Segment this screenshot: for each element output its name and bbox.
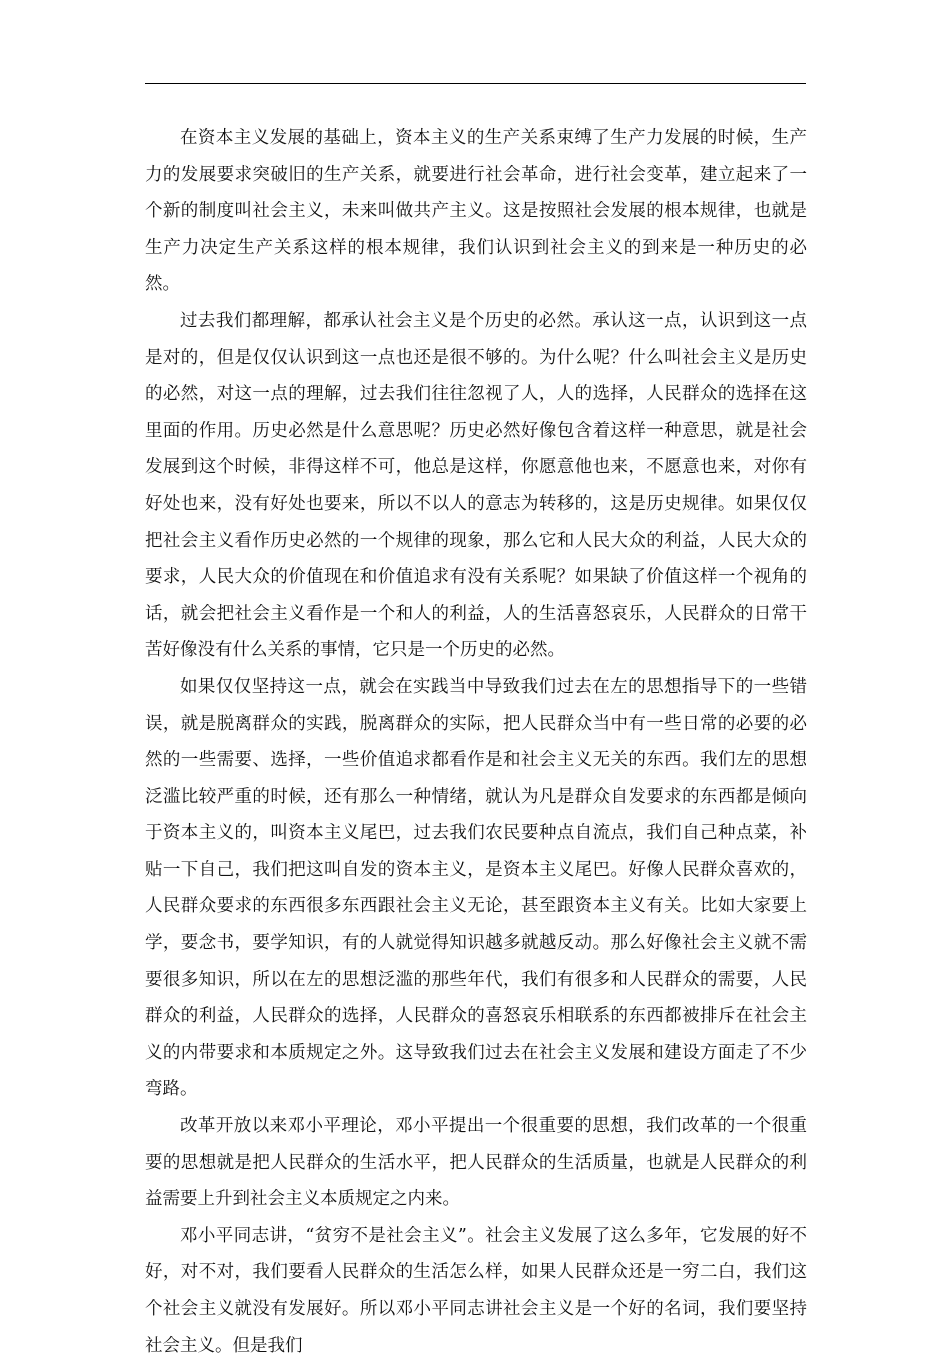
paragraph: 在资本主义发展的基础上，资本主义的生产关系束缚了生产力发展的时候，生产力的发展要求突破旧的生产关系，就要进行社会革命，进行社会变革，建立起来了一个新的制度叫社会主义，未来叫做共产主义。这是按照社会发展的根本规律，也就是生产力决定生产关系这样的根本规律，我们认识到社会主义的到来是一种历史的必然。 — [145, 128, 807, 295]
paragraph: 邓小平同志讲，“贫穷不是社会主义”。社会主义发展了这么多年，它发展的好不好，对不对，我们要看人民群众的生活怎么样，如果人民群众还是一穷二白，我们这个社会主义就没有发展好。所以邓小平同志讲社会主义是一个好的名词，我们要坚持社会主义。但是我们 — [145, 1225, 807, 1356]
paragraph: 如果仅仅坚持这一点，就会在实践当中导致我们过去在左的思想指导下的一些错误，就是脱离群众的实践，脱离群众的实际，把人民群众当中有一些日常的必要的必然的一些需要、选择，一些价值追求都看作是和社会主义无关的东西。我们左的思想泛滥比较严重的时候，还有那么一种情绪，就认为凡是群众自发要求的东西都是倾向于资本主义的，叫资本主义尾巴，过去我们农民要种点自流点，我们自己种点菜，补贴一下自己，我们把这叫自发的资本主义，是资本主义尾巴。好像人民群众喜欢的，人民群众要求的东西很多东西跟社会主义无论，甚至跟资本主义有关。比如大家要上学，要念书，要学知识，有的人就觉得知识越多就越反动。那么好像社会主义就不需要很多知识，所以在左的思想泛滥的那些年代，我们有很多和人民群众的需要，人民群众的利益，人民群众的选择，人民群众的喜怒哀乐相联系的东西都被排斥在社会主义的内带要求和本质规定之外。这导致我们过去在社会主义发展和建设方面走了不少弯路。 — [145, 676, 807, 1100]
document-body — [145, 120, 807, 1364]
paragraph: 改革开放以来邓小平理论，邓小平提出一个很重要的思想，我们改革的一个很重要的思想就是把人民群众的生活水平，把人民群众的生活质量，也就是人民群众的利益需要上升到社会主义本质规定之内来。 — [145, 1116, 807, 1210]
paragraph: 过去我们都理解，都承认社会主义是个历史的必然。承认这一点，认识到这一点是对的，但是仅仅认识到这一点也还是很不够的。为什么呢？什么叫社会主义是历史的必然，对这一点的理解，过去我们往往忽视了人，人的选择，人民群众的选择在这里面的作用。历史必然是什么意思呢？历史必然好像包含着这样一种意思，就是社会发展到这个时候，非得这样不可，他总是这样，你愿意他也来，不愿意也来，对你有好处也来，没有好处也要来，所以不以人的意志为转移的，这是历史规律。如果仅仅把社会主义看作历史必然的一个规律的现象，那么它和人民大众的利益，人民大众的要求，人民大众的价值现在和价值追求有没有关系呢？如果缺了价值这样一个视角的话，就会把社会主义看作是一个和人的利益，人的生活喜怒哀乐，人民群众的日常干苦好像没有什么关系的事情，它只是一个历史的必然。 — [145, 310, 807, 661]
header-rule — [145, 83, 806, 84]
